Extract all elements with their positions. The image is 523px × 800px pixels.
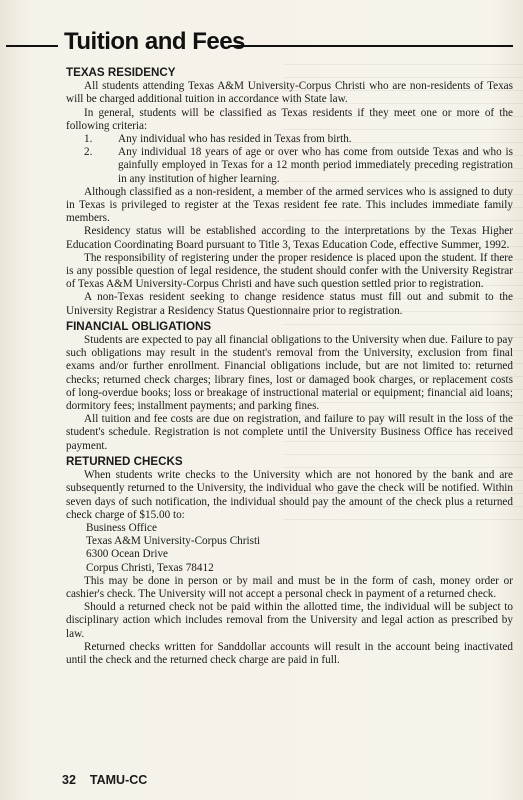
residency-paragraph: In general, students will be classified as Texas residents if they meet one or more of the following criteria: xyxy=(66,106,513,132)
footer-label: TAMU-CC xyxy=(89,773,148,787)
business-office-address xyxy=(66,522,513,575)
section-heading-checks: RETURNED CHECKS xyxy=(66,454,183,468)
checks-paragraph: Returned checks written for Sanddollar accounts will result in the account being inactivated until the check and the returned check charge are paid in full. xyxy=(66,640,513,666)
residency-paragraph: Residency status will be established according to the interpretations by the Texas Higher Education Coordinating Board pursuant to Title 3, Texas Education Code, effective Summer, 1992. xyxy=(66,225,513,251)
page-header xyxy=(0,28,523,58)
checks-paragraph: When students write checks to the University which are not honored by the bank and are subsequently returned to the University, the individual who gave the check will be notified. Within seven days of such notification, the individual should pay the amount of the check plus a returned check charge of $15.00 to: xyxy=(66,469,513,521)
list-item-number: 2. xyxy=(84,146,93,159)
section-heading-residency: TEXAS RESIDENCY xyxy=(66,66,176,79)
list-item-text: Any individual 18 years of age or over who has come from outside Texas and who is gainfully employed in Texas for a 12 month period immediately preceding registration in any institution of higher learning. xyxy=(118,146,513,185)
list-item xyxy=(66,146,513,186)
residency-paragraph: Although classified as a non-resident, a member of the armed services who is assigned to duty in Texas is privileged to register at the Texas resident fee rate. This includes immediate family members. xyxy=(66,185,513,225)
residency-criteria-list xyxy=(66,133,513,186)
page-footer xyxy=(62,773,161,787)
residency-paragraph: The responsibility of registering under the proper residence is placed upon the student. If there is any possible question of legal residence, the student should confer with the University Registrar of Texas A&M University-Corpus Christi and have such question settled prior to registration. xyxy=(66,251,513,291)
address-line: Corpus Christi, Texas 78412 xyxy=(86,561,214,574)
financial-paragraph: Students are expected to pay all financial obligations to the University when due. Failure to pay such obligations may result in the student's removal from the University, exclusion from final exams and/or further enrollment. Financial obligations include, but are not limited to: returned checks; returned check charges; library fines, lost or damaged book charges, or replacement costs of long-overdue books; loss or breakage of instructional material or equipment; financial aid loans; dormitory fees; installment payments; and parking fines. xyxy=(66,334,513,413)
header-rule-right xyxy=(230,45,513,47)
header-rule-left xyxy=(6,45,58,47)
address-line: Business Office xyxy=(86,521,157,534)
residency-paragraph: All students attending Texas A&M University-Corpus Christi who are non-residents of Texas will be charged additional tuition in accordance with State law. xyxy=(66,80,513,106)
page-number: 32 xyxy=(62,773,76,787)
checks-paragraph: Should a returned check not be paid within the allotted time, the individual will be subject to disciplinary action which includes removal from the University and legal action as prescribed by law. xyxy=(66,601,513,640)
residency-paragraph: A non-Texas resident seeking to change residence status must fill out and submit to the University Registrar a Residency Status Questionnaire prior to registration. xyxy=(66,291,513,317)
page-content xyxy=(66,64,513,667)
section-heading-financial: FINANCIAL OBLIGATIONS xyxy=(66,319,212,333)
page-title: Tuition and Fees xyxy=(64,28,245,55)
financial-paragraph: All tuition and fee costs are due on registration, and failure to pay will result in the loss of the student's schedule. Registration is not complete until the University Business Office has received payment. xyxy=(66,413,513,452)
list-item-text: Any individual who has resided in Texas from birth. xyxy=(118,133,352,146)
checks-paragraph: This may be done in person or by mail and must be in the form of cash, money order or cashier's check. The University will not accept a personal check in payment of a returned check. xyxy=(66,574,513,600)
address-line: Texas A&M University-Corpus Christi xyxy=(86,535,261,548)
list-item-number: 1. xyxy=(84,133,93,146)
list-item xyxy=(66,133,513,146)
address-line: 6300 Ocean Drive xyxy=(86,548,169,561)
